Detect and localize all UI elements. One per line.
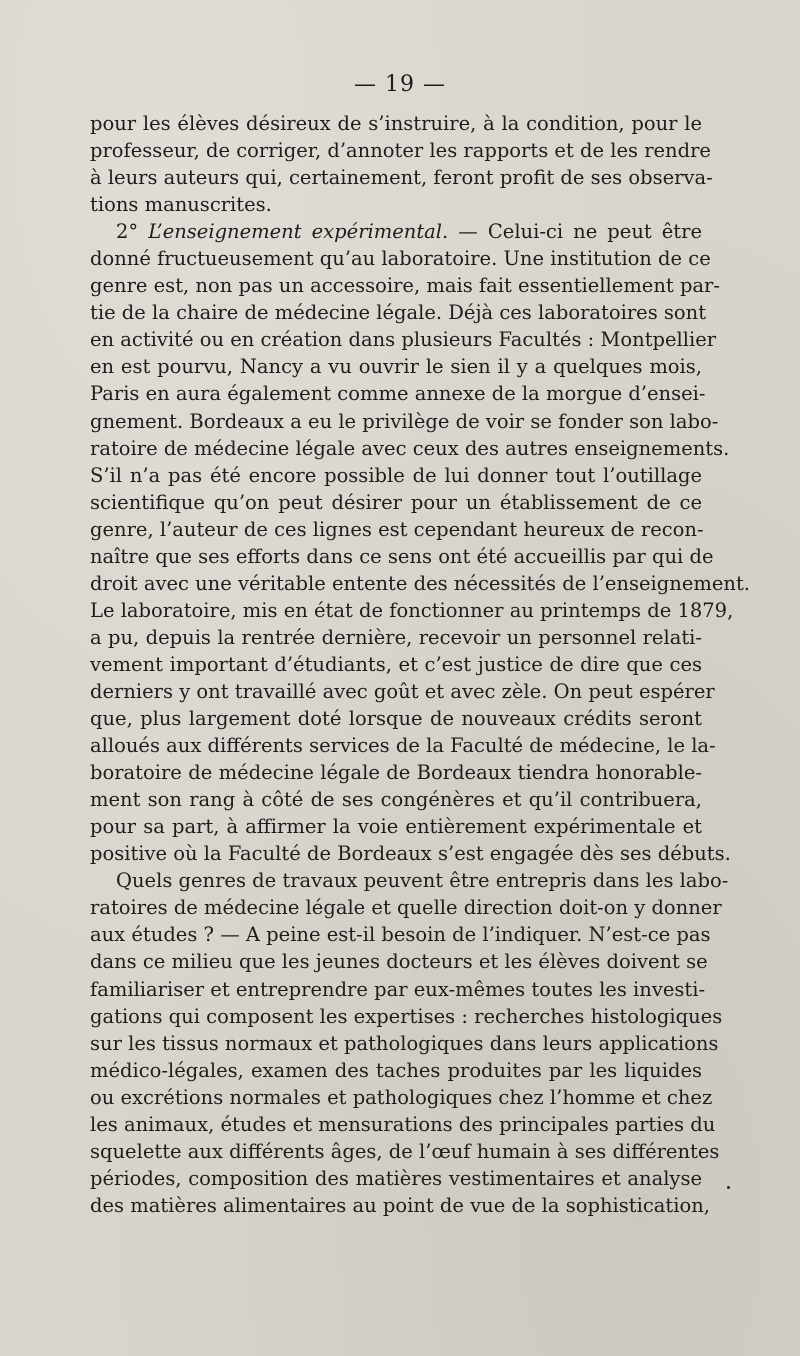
text-line: positive où la Faculté de Bordeaux s’est engagée dès ses débuts. (90, 842, 731, 866)
text-line: périodes, composition des matières vestimentaires et analyse (90, 1166, 702, 1190)
text-line: squelette aux différents âges, de l’œuf humain à ses différentes (90, 1139, 720, 1163)
text-line: pour les élèves désireux de s’instruire, à la condition, pour le (90, 112, 702, 135)
margin-speck (727, 1186, 730, 1189)
text-line: naître que ses efforts dans ce sens ont été accueillis par qui de (90, 544, 714, 568)
text-line: tions manuscrites. (90, 193, 272, 217)
text-line: professeur, de corriger, d’annoter les rapports et de les rendre (90, 139, 711, 163)
section-number: 2° (116, 220, 149, 244)
text-line: ratoires de médecine légale et quelle direction doit-on y donner (90, 896, 722, 920)
text-line: dans ce milieu que les jeunes docteurs et les élèves doivent se (90, 950, 708, 974)
text-line: gnement. Bordeaux a eu le privilège de voir se fonder son labo- (90, 409, 719, 433)
text-line: que, plus largement doté lorsque de nouveaux crédits seront (90, 707, 702, 731)
text-line: genre est, non pas un accessoire, mais fait essentiellement par- (90, 274, 720, 298)
text-line: les animaux, études et mensurations des principales parties du (90, 1112, 716, 1136)
text-line: en activité ou en création dans plusieurs Facultés : Montpellier (90, 328, 717, 352)
text-line: S’il n’a pas été encore possible de lui donner tout l’outillage (90, 463, 702, 487)
text-line: Paris en aura également comme annexe de la morgue d’ensei- (90, 382, 706, 406)
text-line: scientifique qu’on peut désirer pour un établissement de ce (90, 490, 702, 514)
text-line: gations qui composent les expertises : recherches histologiques (90, 1004, 723, 1028)
text-line: derniers y ont travaillé avec goût et avec zèle. On peut espérer (90, 679, 715, 703)
text-line: Le laboratoire, mis en état de fonctionner au printemps de 1879, (90, 598, 734, 622)
text-line: a pu, depuis la rentrée dernière, recevoir un personnel relati- (90, 625, 702, 649)
text-line: ratoire de médecine légale avec ceux des autres enseignements. (90, 436, 730, 460)
text-line: en est pourvu, Nancy a vu ouvrir le sien il y a quelques mois, (90, 355, 702, 379)
text-line: donné fructueusement qu’au laboratoire. Une institution de ce (90, 247, 711, 271)
text-line: tie de la chaire de médecine légale. Déjà ces laboratoires sont (90, 301, 707, 325)
text-line: à leurs auteurs qui, certainement, feront profit de ses observa- (90, 166, 713, 190)
text-line: médico-légales, examen des taches produites par les liquides (90, 1058, 702, 1082)
text-line: boratoire de médecine légale de Bordeaux tiendra honorable- (90, 761, 702, 785)
text-line: droit avec une véritable entente des nécessités de l’enseignement. (90, 571, 750, 595)
text-line: des matières alimentaires au point de vue de la sophistication, (90, 1193, 710, 1217)
section-text: — Celui-ci ne peut être (448, 220, 702, 244)
body-text (90, 110, 750, 1219)
text-line: familiariser et entreprendre par eux-mêmes toutes les investi- (90, 977, 706, 1001)
text-line: sur les tissus normaux et pathologiques dans leurs applications (90, 1031, 719, 1055)
text-line: ou excrétions normales et pathologiques chez l’homme et chez (90, 1085, 713, 1109)
text-line: vement important d’étudiants, et c’est justice de dire que ces (90, 652, 702, 676)
text-line: Quels genres de travaux peuvent être entrepris dans les labo- (116, 869, 729, 893)
text-line: aux études ? — A peine est-il besoin de l’indiquer. N’est-ce pas (90, 923, 711, 947)
text-line: ment son rang à côté de ses congénères et qu’il contribuera, (90, 788, 702, 812)
page-number: — 19 — (354, 72, 446, 97)
text-line: alloués aux différents services de la Faculté de médecine, le la- (90, 734, 716, 758)
text-line (90, 218, 702, 245)
text-line: genre, l’auteur de ces lignes est cependant heureux de recon- (90, 517, 704, 541)
text-line: pour sa part, à affirmer la voie entièrement expérimentale et (90, 815, 702, 839)
section-heading: L’enseignement expérimental. (148, 220, 449, 244)
